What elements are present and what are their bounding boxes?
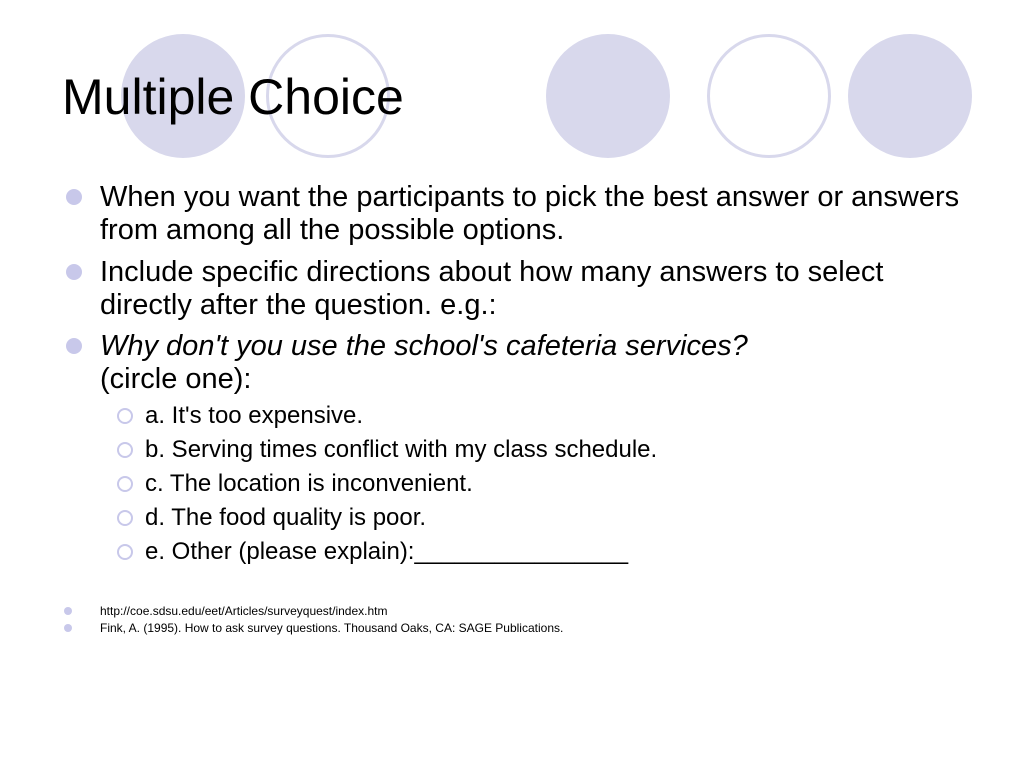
option-text: d. The food quality is poor. [145, 504, 427, 531]
option-text: e. Other (please explain):________________ [145, 538, 629, 565]
bullet-item [100, 256, 980, 322]
bullet-dot-icon [66, 264, 82, 280]
question-text: Why don't you use the school's cafeteria services? [100, 330, 748, 362]
option-item [145, 503, 426, 533]
question-instruction: (circle one): [100, 363, 252, 395]
decorative-circle-filled [848, 34, 972, 158]
bullet-dot-icon [64, 624, 72, 632]
hollow-bullet-icon [117, 408, 133, 424]
bullet-item [100, 181, 980, 247]
decorative-circle-outline [707, 34, 831, 158]
bullet-dot-icon [64, 607, 72, 615]
option-text: a. It's too expensive. [145, 402, 364, 429]
hollow-bullet-icon [117, 510, 133, 526]
option-item [145, 401, 363, 431]
reference-url: http://coe.sdsu.edu/eet/Articles/surveyquest/index.htm [100, 604, 388, 618]
bullet-text: When you want the participants to pick the best answer or answers from among all the possible options. [100, 181, 960, 246]
option-item [145, 435, 657, 465]
bullet-dot-icon [66, 338, 82, 354]
slide-title: Multiple Choice [62, 69, 404, 125]
decorative-circle-filled [546, 34, 670, 158]
hollow-bullet-icon [117, 544, 133, 560]
bullet-dot-icon [66, 189, 82, 205]
bullet-text: Include specific directions about how many answers to select directly after the question. e.g.: [100, 256, 884, 321]
reference-item [100, 620, 563, 636]
bullet-item-question [100, 330, 980, 396]
option-item [145, 469, 473, 499]
option-item [145, 537, 628, 567]
reference-item [100, 603, 387, 619]
option-text: b. Serving times conflict with my class schedule. [145, 436, 658, 463]
reference-citation: Fink, A. (1995). How to ask survey questions. Thousand Oaks, CA: SAGE Publications. [100, 621, 564, 635]
hollow-bullet-icon [117, 476, 133, 492]
option-text: c. The location is inconvenient. [145, 470, 473, 497]
hollow-bullet-icon [117, 442, 133, 458]
